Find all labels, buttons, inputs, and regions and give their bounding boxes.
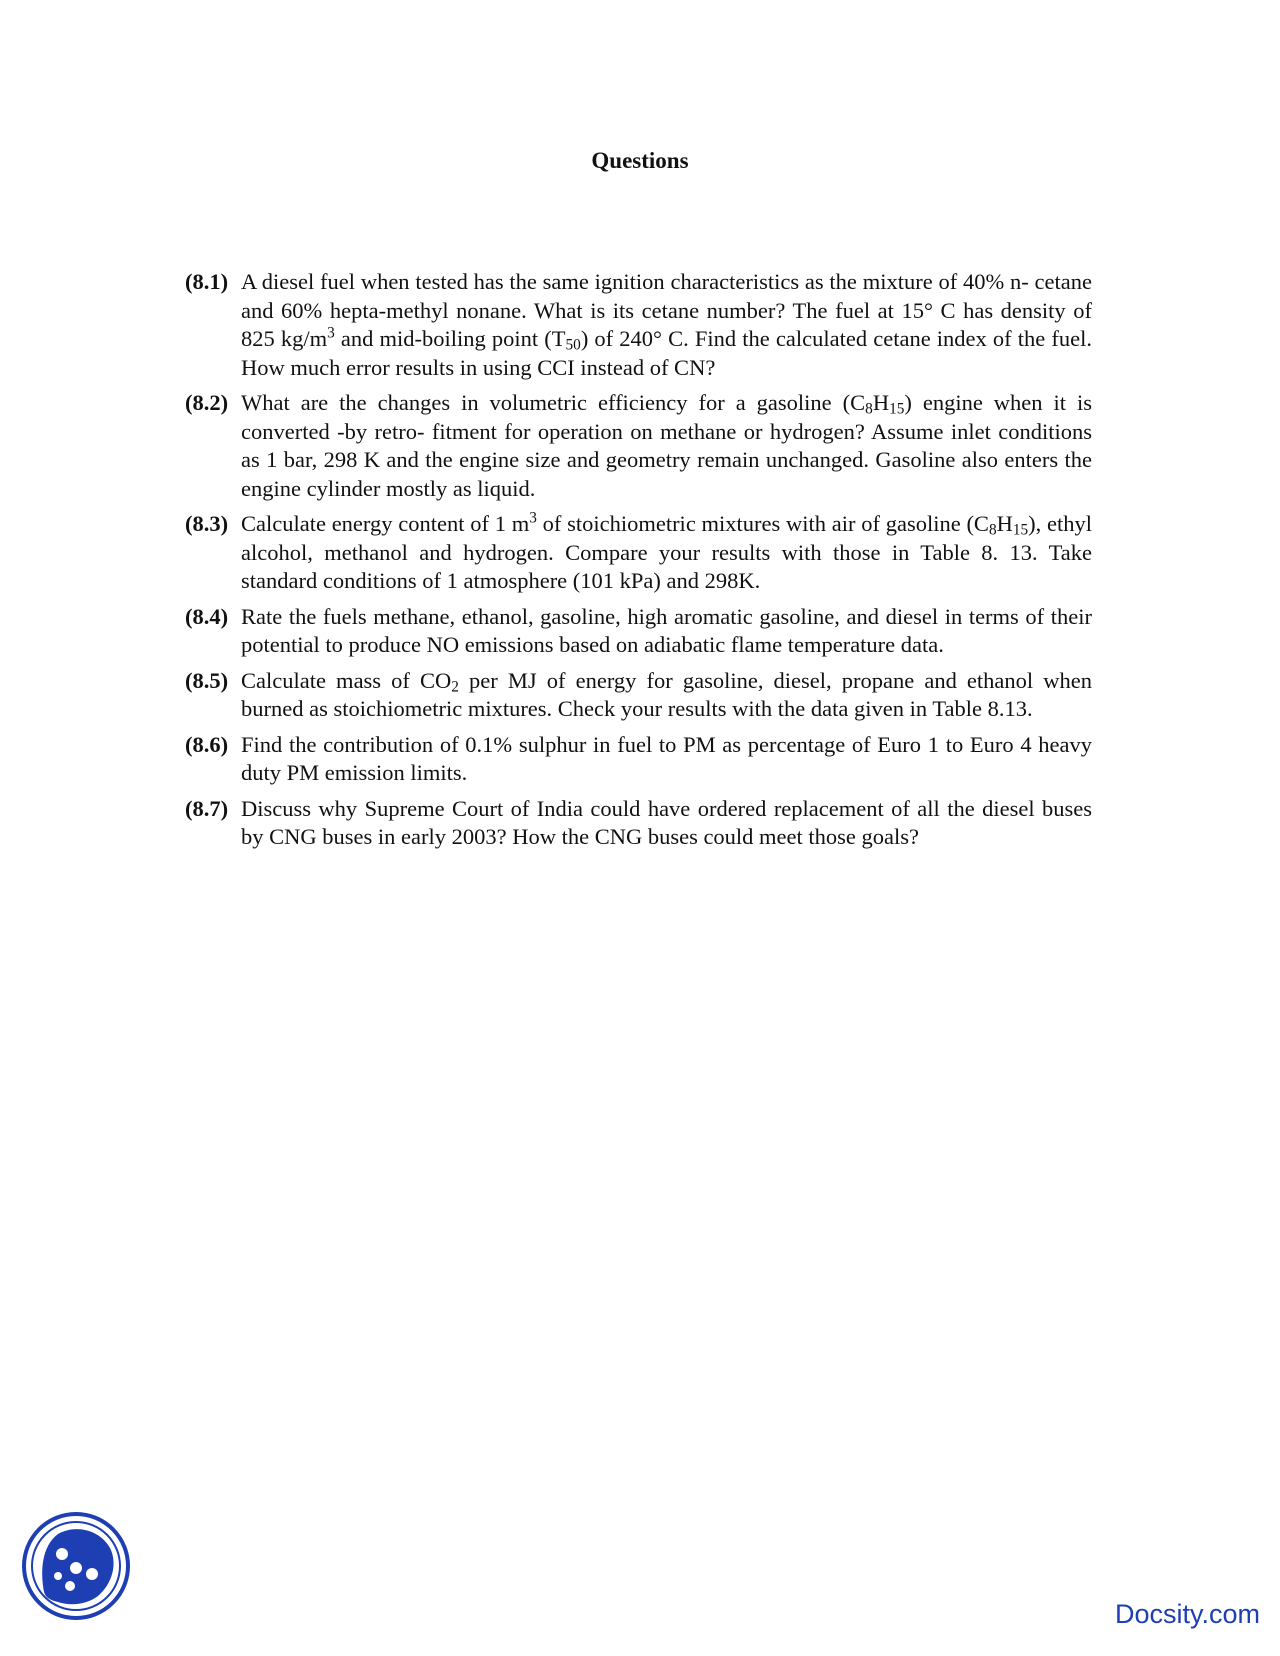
text-run: Calculate energy content of 1 m: [241, 511, 530, 536]
question-list: [185, 268, 1092, 859]
superscript: 3: [327, 324, 335, 342]
superscript: 3: [529, 509, 537, 527]
question-text: [241, 510, 1092, 596]
question-item: [185, 389, 1092, 503]
question-item: [185, 795, 1092, 852]
text-run: and mid-boiling point (T: [334, 326, 566, 351]
subscript: 15: [889, 400, 905, 418]
question-number: (8.3): [185, 511, 229, 536]
subscript: 15: [1012, 521, 1029, 539]
page-title: Questions: [591, 148, 689, 173]
text-run: A diesel fuel when tested has the same ignition characteristics as the mixture of 40% n- cetane and 60% hepta-methyl nonane. What is its cetane number? The fuel at 15° C has density of 825 kg/m: [241, 269, 1092, 351]
text-run: Rate the fuels methane, ethanol, gasoline, high aromatic gasoline, and diesel in terms of their potential to produce NO emissions based on adiabatic flame temperature data.: [241, 603, 1092, 657]
question-number: (8.5): [185, 667, 229, 693]
subscript: 50: [565, 336, 581, 354]
subscript: 8: [988, 521, 997, 539]
text-run: H: [872, 390, 890, 415]
question-number: (8.7): [185, 795, 229, 821]
text-run: Calculate mass of CO: [241, 667, 452, 693]
text-run: ), ethyl alcohol, methanol and hydrogen. Compare your results with those in Table 8. 13. Take standard conditions of 1 atmosphere (101 kPa) and 298K.: [241, 511, 1093, 593]
question-item: [185, 603, 1092, 660]
docsity-logo-icon: [20, 1510, 132, 1622]
question-text: [241, 731, 1092, 788]
question-text: [241, 268, 1092, 382]
question-number: (8.6): [185, 731, 229, 757]
text-run: Discuss why Supreme Court of India could have ordered replacement of all the diesel buses by CNG buses in early 2003? How the CNG buses could meet those goals?: [241, 795, 1092, 849]
question-item: [185, 731, 1092, 788]
question-number: (8.1): [185, 269, 229, 294]
text-run: H: [996, 511, 1013, 536]
text-run: per MJ of energy for gasoline, diesel, propane and ethanol when burned as stoichiometric mixtures. Check your results with the data given in Table 8.13.: [241, 667, 1092, 721]
question-number: (8.2): [185, 390, 229, 415]
text-run: of stoichiometric mixtures with air of gasoline (C: [536, 511, 989, 536]
text-run: Find the contribution of 0.1% sulphur in fuel to PM as percentage of Euro 1 to Euro 4 heavy duty PM emission limits.: [241, 731, 1092, 785]
question-text: [241, 389, 1092, 503]
subscript: 2: [451, 677, 459, 695]
question-number: (8.4): [185, 603, 229, 629]
text-run: ) engine when it is converted -by retro- fitment for operation on methane or hydrogen? Assume inlet conditions as 1 bar, 298 K and the engine size and geometry remain unchanged. Gasoline also enters the engine cylinder mostly as liquid.: [241, 390, 1092, 501]
question-item: [185, 268, 1092, 382]
text-run: What are the changes in volumetric efficiency for a gasoline (C: [241, 390, 866, 415]
docsity-brand-link[interactable]: Docsity.com: [1114, 1599, 1260, 1629]
question-text: [241, 603, 1092, 660]
question-item: [185, 667, 1092, 724]
question-text: [241, 667, 1092, 724]
subscript: 8: [865, 400, 873, 418]
text-run: ) of 240° C. Find the calculated cetane index of the fuel. How much error results in using CCI instead of CN?: [241, 326, 1092, 380]
question-text: [241, 795, 1092, 852]
question-item: [185, 510, 1092, 596]
